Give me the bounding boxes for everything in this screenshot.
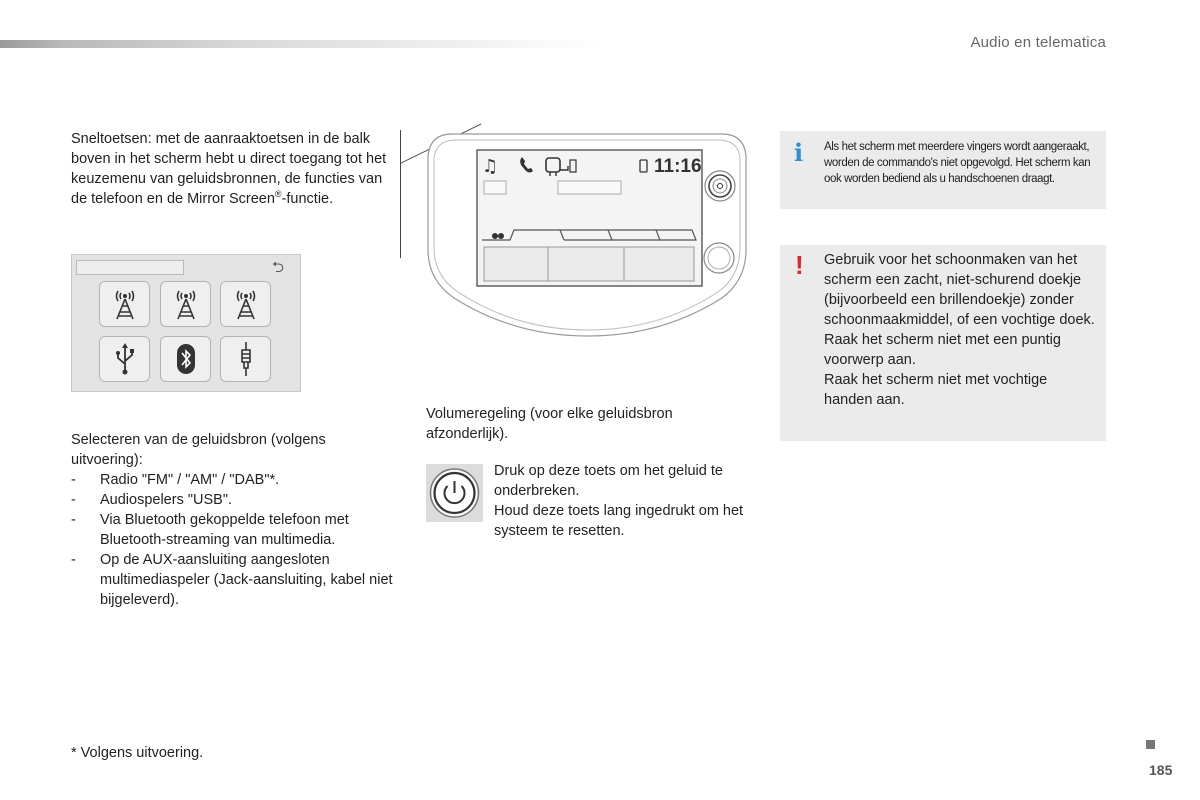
section-title: Audio en telematica xyxy=(970,34,1106,51)
radio-antenna-icon xyxy=(110,287,140,321)
source-usb-button[interactable] xyxy=(99,336,150,382)
intro-text: Sneltoetsen: met de aanraaktoetsen in de balk boven in het scherm hebt u direct toegang tot het keuzemenu van geluidsbronnen, de functies van de telefoon en de Mirror Screen xyxy=(71,131,387,207)
footnote: * Volgens uitvoering. xyxy=(71,745,204,761)
warning-line: Raak het scherm niet met een puntig voorwerp aan. xyxy=(824,332,1061,368)
header-gradient-bar xyxy=(0,40,600,48)
source-selection-list xyxy=(71,430,393,610)
volume-description: Volumeregeling (voor elke geluidsbron afzonderlijk). xyxy=(426,406,673,442)
warning-line: Gebruik voor het schoonmaken van het scherm een zacht, niet-schurend doekje (bijvoorbeeld een brillendoekje) zonder schoonmaakmiddel, of een vochtige doek. xyxy=(824,252,1095,328)
source-bluetooth-button[interactable] xyxy=(160,336,211,382)
intro-text-end: -functie. xyxy=(281,191,334,207)
usb-icon xyxy=(112,342,138,376)
list-item: - Via Bluetooth gekoppelde telefoon met Bluetooth-streaming van multimedia. xyxy=(71,512,349,548)
selection-intro: Selecteren van de geluidsbron (volgens uitvoering): xyxy=(71,432,326,468)
list-item: - Radio "FM" / "AM" / "DAB"*. xyxy=(71,472,280,488)
clock-display: 11:16 xyxy=(654,156,702,177)
head-unit-illustration xyxy=(422,130,754,345)
source-aux-button[interactable] xyxy=(220,336,271,382)
list-item: - Audiospelers "USB". xyxy=(71,492,232,508)
info-icon: i xyxy=(794,138,804,167)
power-button-illustration xyxy=(426,464,483,522)
callout-vertical-line xyxy=(400,130,401,258)
warning-icon: ! xyxy=(795,250,804,280)
warning-text xyxy=(824,250,1096,410)
source-fm-button[interactable] xyxy=(99,281,150,327)
radio-antenna-icon xyxy=(171,287,201,321)
back-arrow-icon[interactable]: ⮌ xyxy=(272,259,285,276)
svg-text:♫: ♫ xyxy=(482,156,499,177)
page-number: 185 xyxy=(1149,762,1173,778)
jack-plug-icon xyxy=(236,340,256,378)
power-icon xyxy=(426,464,483,522)
radio-antenna-icon xyxy=(231,287,261,321)
source-title-field xyxy=(76,260,184,275)
warning-line: Raak het scherm niet met vochtige handen aan. xyxy=(824,372,1048,408)
info-text: Als het scherm met meerdere vingers wordt aangeraakt, worden de commando's niet opgevolgd. Het scherm kan ook worden bediend als u handschoenen draagt. xyxy=(824,141,1091,185)
power-description xyxy=(494,461,749,541)
intro-paragraph xyxy=(71,129,393,209)
bluetooth-icon xyxy=(175,342,197,376)
page-marker xyxy=(1146,740,1155,749)
list-item: - Op de AUX-aansluiting aangesloten multimediaspeler (Jack-aansluiting, kabel niet bijgeleverd). xyxy=(71,552,393,608)
source-am-button[interactable] xyxy=(160,281,211,327)
power-mute-text: Druk op deze toets om het geluid te onderbreken. xyxy=(494,463,723,499)
power-reset-text: Houd deze toets lang ingedrukt om het systeem te resetten. xyxy=(494,503,744,539)
registered-mark: ® xyxy=(274,189,282,200)
source-dab-button[interactable] xyxy=(220,281,271,327)
